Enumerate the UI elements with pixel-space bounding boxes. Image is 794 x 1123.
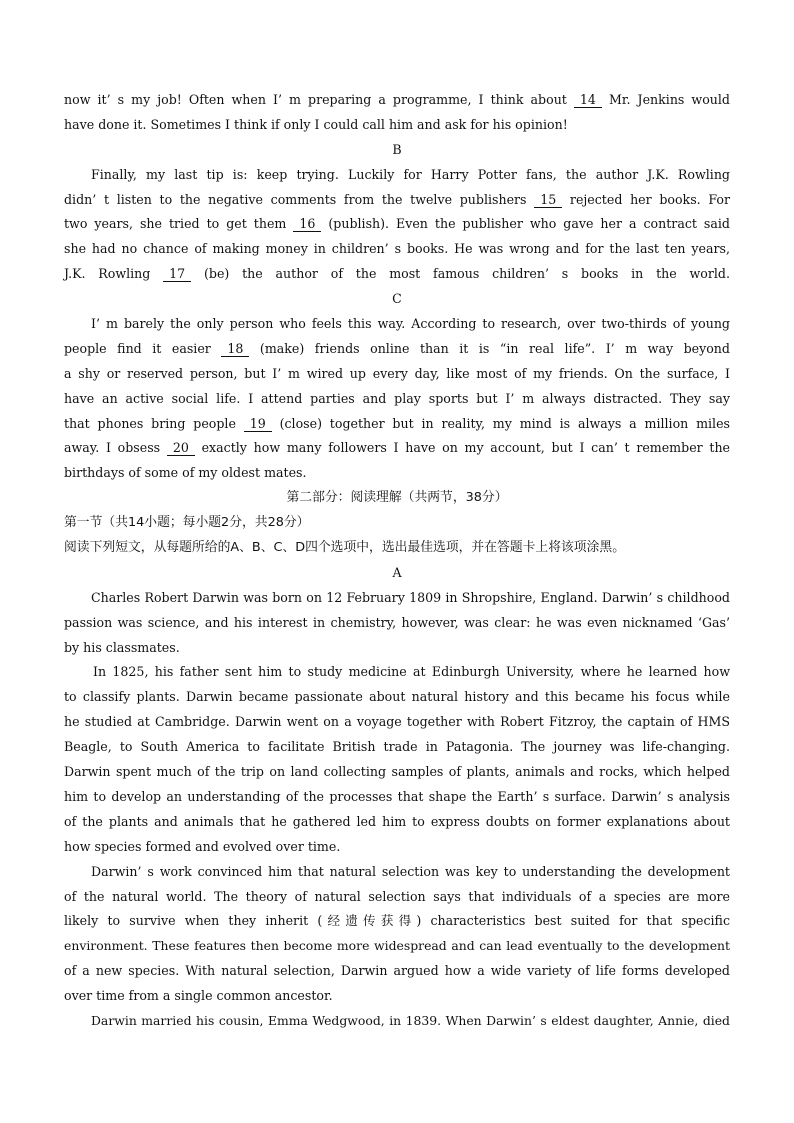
text-line: Finally, my last tip is: keep trying. Luckily for Harry Potter fans, the author J.K. Rowling <box>91 166 730 182</box>
blank-20[interactable]: 20 <box>167 441 195 456</box>
text-line: he studied at Cambridge. Darwin went on a voyage together with Robert Fitzroy, the captain of HMS <box>64 714 730 730</box>
text-line: J.K. Rowling 17 (be) the author of the most famous children’ s books in the world. <box>64 266 730 282</box>
text-line: people find it easier 18 (make) friends online than it is “in real life”. I’ m way beyond <box>64 340 730 356</box>
blank-16[interactable]: 16 <box>293 217 321 232</box>
text-line: by his classmates. <box>64 639 180 655</box>
passage-label-b: B <box>392 141 402 157</box>
text-line: I’ m barely the only person who feels this way. According to research, over two-thirds of young <box>91 316 730 332</box>
text-line: have an active social life. I attend parties and play sports but I’ m always distracted. They say <box>64 390 730 406</box>
text-line: him to develop an understanding of the processes that shape the Earth’ s surface. Darwin’ s analysis <box>64 788 730 804</box>
text-line: of the natural world. The theory of natural selection says that individuals of a species are more <box>64 888 730 904</box>
text-line: Darwin married his cousin, Emma Wedgwood, in 1839. When Darwin’ s eldest daughter, Annie, died <box>91 1012 730 1028</box>
text-line: to classify plants. Darwin became passionate about natural history and this became his focus while <box>64 689 730 705</box>
text-line: In 1825, his father sent him to study medicine at Edinburgh University, where he learned how <box>93 664 730 680</box>
text-line: Darwin spent much of the trip on land collecting samples of plants, animals and rocks, which helped <box>64 764 730 780</box>
text-line: of a new species. With natural selection, Darwin argued how a wide variety of life forms developed <box>64 963 730 979</box>
blank-19[interactable]: 19 <box>244 417 272 432</box>
text-line: of the plants and animals that he gathered led him to express doubts on former explanations about <box>64 813 730 829</box>
section-subtitle: 第一节（共14小题；每小题2分，共28分） <box>64 515 310 531</box>
text-line: now it’ s my job! Often when I’ m preparing a programme, I think about 14 Mr. Jenkins would <box>64 92 730 107</box>
text-line: that phones bring people 19 (close) together but in reality, my mind is always a million miles <box>64 415 730 431</box>
text-line: how species formed and evolved over time. <box>64 838 341 854</box>
text-line: have done it. Sometimes I think if only I could call him and ask for his opinion! <box>64 116 568 132</box>
blank-17[interactable]: 17 <box>163 267 191 282</box>
text-line: environment. These features then become more widespread and can lead eventually to the development <box>64 938 730 954</box>
blank-14[interactable]: 14 <box>574 93 602 108</box>
passage-label-a: A <box>392 564 402 580</box>
text-line: she had no chance of making money in children’ s books. He was wrong and for the last ten years, <box>64 241 730 257</box>
text-line: birthdays of some of my oldest mates. <box>64 465 307 481</box>
text-line: over time from a single common ancestor. <box>64 988 333 1004</box>
passage-label-c: C <box>392 291 402 307</box>
exam-page <box>64 88 730 1034</box>
blank-15[interactable]: 15 <box>534 193 562 208</box>
text-line: didn’ t listen to the negative comments from the twelve publishers 15 rejected her books. For <box>64 191 730 207</box>
text-line: a shy or reserved person, but I’ m wired up every day, like most of my friends. On the surface, I <box>64 365 730 381</box>
text-line: away. I obsess 20 exactly how many followers I have on my account, but I can’ t remember the <box>64 440 731 456</box>
text-line: likely to survive when they inherit (经遗传获得) characteristics best suited for that specific <box>64 913 730 929</box>
text-line: two years, she tried to get them 16 (publish). Even the publisher who gave her a contract said <box>64 216 730 232</box>
text-line: Darwin’ s work convinced him that natural selection was key to understanding the development <box>91 863 730 879</box>
text-line: passion was science, and his interest in chemistry, however, was clear: he was even nicknamed ‘Gas’ <box>64 614 730 630</box>
text-line: Charles Robert Darwin was born on 12 February 1809 in Shropshire, England. Darwin’ s childhood <box>91 589 730 605</box>
blank-18[interactable]: 18 <box>221 342 249 357</box>
section-instruction: 阅读下列短文，从每题所给的A、B、C、D四个选项中，选出最佳选项，并在答题卡上将该项涂黑。 <box>64 540 625 556</box>
section-title: 第二部分：阅读理解（共两节，38分） <box>286 490 508 506</box>
text-line: Beagle, to South America to facilitate British trade in Patagonia. The journey was life-changing. <box>64 739 730 755</box>
